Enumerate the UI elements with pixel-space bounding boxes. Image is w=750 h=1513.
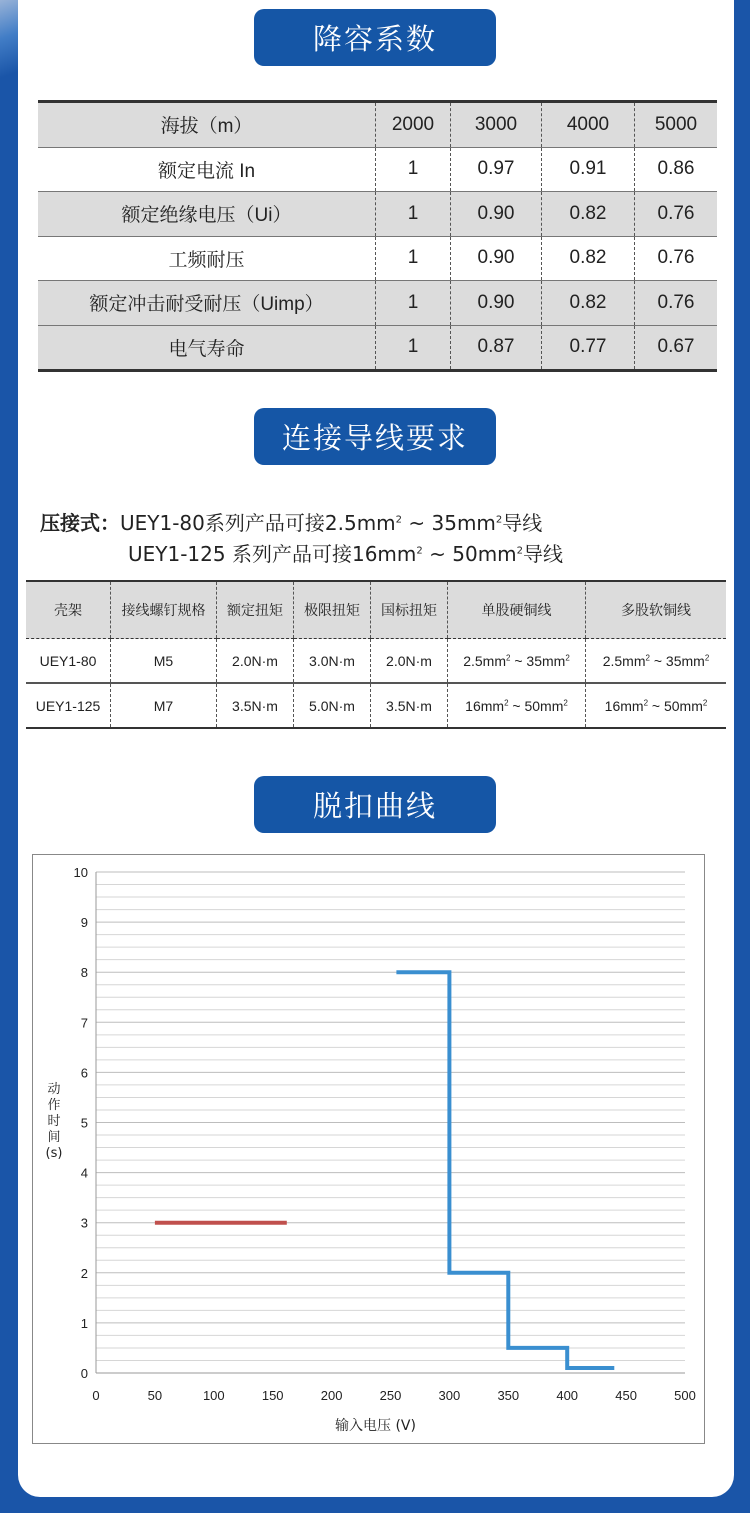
y-tick-label: 9 [80,915,88,931]
table-cell: 0.67 [635,325,718,371]
cell-text: 16mm [604,697,644,714]
table-cell: 2.0N·m [217,639,294,684]
y-axis-label: 时 [47,1114,61,1129]
cell-text: 2.5mm [463,652,507,669]
wire-spec-line-2 [128,538,563,567]
x-tick-label: 0 [92,1388,100,1403]
table-cell: 5.0N·m [294,683,371,728]
table-cell: 0.82 [542,281,635,326]
table-cell [448,639,586,684]
table-cell: 0.76 [635,236,718,281]
superscript: 2 [704,652,710,662]
header-cell: 壳架 [26,581,111,639]
derating-table [38,100,717,372]
cell-text: ~ 50mm [648,697,703,714]
header-cell: 极限扭矩 [294,581,371,639]
table-cell: 0.97 [451,147,542,192]
x-tick-label: 50 [147,1388,163,1403]
table-cell: 0.77 [542,325,635,371]
cell-text: 2.5mm [602,652,646,669]
content-panel [18,0,734,1497]
superscript: 2 [516,545,524,557]
table-cell: M7 [111,683,217,728]
chart-canvas [33,855,704,1443]
y-axis-label: 间 [47,1130,61,1145]
table-row [38,325,717,371]
superscript: 2 [506,652,511,662]
superscript: 2 [395,514,403,526]
table-cell [586,639,727,684]
section-title-curve: 脱扣曲线 [254,776,496,833]
wire-spec-text: ~ 35mm [402,511,496,535]
header-cell: 3000 [451,102,542,148]
x-tick-label: 500 [674,1388,696,1403]
header-cell: 2000 [376,102,451,148]
header-cell: 5000 [635,102,718,148]
row-label: 额定绝缘电压（Ui） [38,192,376,237]
table-cell: UEY1-80 [26,639,111,684]
table-cell: 0.76 [635,192,718,237]
x-tick-label: 350 [497,1388,520,1403]
wire-spec-line-1 [40,507,542,536]
header-cell: 多股软铜线 [586,581,727,639]
wire-torque-table [26,580,726,729]
superscript: 2 [645,652,650,662]
table-row [38,147,717,192]
cell-text: ~ 35mm [649,652,705,669]
table-cell: 1 [376,236,451,281]
x-tick-label: 300 [438,1388,461,1403]
table-cell: 0.82 [542,236,635,281]
table-row [38,236,717,281]
x-tick-label: 400 [556,1388,579,1403]
table-cell: 0.90 [451,281,542,326]
cell-text: ~ 50mm [508,697,564,714]
table-cell: 3.0N·m [294,639,371,684]
section-title-derating: 降容系数 [254,9,496,66]
x-tick-label: 250 [379,1388,402,1403]
table-cell: 0.90 [451,236,542,281]
table-row [26,639,726,684]
y-tick-label: 6 [80,1065,88,1081]
wire-spec-text: UEY1-125 系列产品可接16mm [128,542,417,566]
y-axis-label: 动 [47,1082,61,1097]
row-label: 额定电流 In [38,147,376,192]
y-tick-label: 4 [80,1165,88,1181]
table-header-row [38,102,717,148]
superscript: 2 [643,697,649,707]
header-cell: 4000 [542,102,635,148]
table-cell: 1 [376,325,451,371]
header-cell: 海拔（m） [38,102,376,148]
header-cell: 额定扭矩 [217,581,294,639]
header-cell: 国标扭矩 [371,581,448,639]
series-line [396,972,614,1368]
y-axis-label: 作 [47,1098,61,1113]
header-cell: 单股硬铜线 [448,581,586,639]
table-cell: M5 [111,639,217,684]
wire-spec-text: ~ 50mm [422,542,517,566]
table-cell: 0.91 [542,147,635,192]
superscript: 2 [495,514,503,526]
table-cell: 1 [376,147,451,192]
superscript: 2 [565,652,570,662]
cell-text: ~ 35mm [510,652,566,669]
y-tick-label: 8 [80,965,88,981]
y-tick-label: 7 [80,1015,88,1031]
y-tick-label: 3 [80,1215,88,1231]
table-row [38,281,717,326]
table-cell [448,683,586,728]
table-cell: 3.5N·m [217,683,294,728]
table-cell [586,683,727,728]
row-label: 工频耐压 [38,236,376,281]
table-cell: UEY1-125 [35,697,101,714]
x-tick-label: 200 [320,1388,343,1403]
table-cell: 3.5N·m [371,683,448,728]
row-label: 电气寿命 [38,325,376,371]
table-row [26,683,726,728]
x-tick-label: 450 [615,1388,637,1403]
table-cell: 1 [376,192,451,237]
x-tick-label: 100 [202,1388,225,1403]
y-tick-label: 5 [80,1115,88,1131]
y-tick-label: 0 [80,1366,88,1381]
section-title-wire: 连接导线要求 [254,408,496,465]
wire-spec-label: 压接式： [40,511,120,535]
superscript: 2 [563,697,568,707]
table-header-row [26,581,726,639]
table-cell: 2.0N·m [371,639,448,684]
wire-spec-text: 导线 [523,542,564,566]
row-label: 额定冲击耐受耐压（Uimp） [38,281,376,326]
x-tick-label: 150 [261,1388,284,1403]
wire-spec-text: 导线 [502,511,543,535]
table-cell: 0.90 [451,192,542,237]
table-row [38,192,717,237]
table-cell: 0.76 [635,281,718,326]
table-cell: 0.87 [451,325,542,371]
y-tick-label: 1 [80,1315,88,1331]
wire-spec-text: UEY1-80系列产品可接2.5mm [120,511,396,535]
superscript: 2 [504,697,509,707]
superscript: 2 [416,545,423,557]
table-cell: 1 [376,281,451,326]
trip-curve-chart [32,854,705,1444]
header-cell: 接线螺钉规格 [111,581,217,639]
y-tick-label: 10 [73,865,88,880]
cell-text: 16mm [465,697,505,714]
table-cell: 0.82 [542,192,635,237]
y-tick-label: 2 [80,1265,88,1281]
x-axis-label: 输入电压 (V) [335,1418,416,1434]
table-cell: 0.86 [635,147,718,192]
y-axis-label: (s) [45,1146,63,1161]
superscript: 2 [702,697,708,707]
